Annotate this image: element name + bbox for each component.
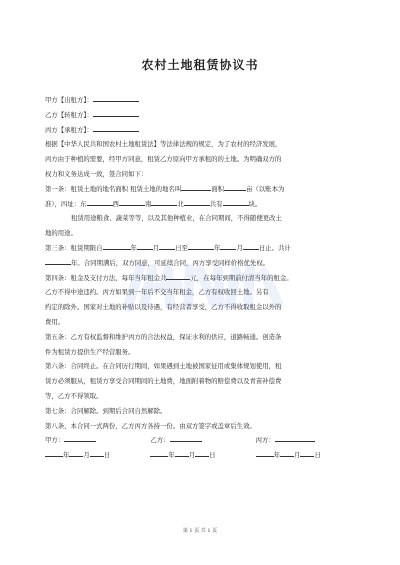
article-1-line [45, 197, 361, 212]
text: 租赁用途粮食、蔬菜等等，以及其他种植业，在合同期间，不得随便更改土 [71, 214, 282, 223]
signature-c [256, 433, 361, 448]
document-title: 农村土地租赁协议书 [141, 58, 259, 72]
blank [150, 449, 168, 457]
article-5-line: 第五条：乙方有权监督和维护丙方的合法权益，保证水利的供应，道路畅通。创造条 [45, 332, 282, 341]
blank [280, 449, 294, 457]
text: 准），四址：东 [45, 199, 87, 208]
article-6-line: 等，乙方不得领取。 [45, 391, 103, 400]
blank [243, 242, 259, 250]
text: 年 [130, 243, 137, 252]
text: 年。合同期满后，双方同意，可延续合同，丙方享受同样价格优先权。 [71, 258, 270, 267]
date-row [45, 448, 361, 463]
article-6-line: 第六条：合同终止。在合同历行期间，如果遇到土地被国家征用或集体规划使用，租 [45, 362, 282, 371]
text: 乙方： [150, 436, 170, 445]
blank [223, 198, 249, 206]
blank [103, 242, 131, 250]
text: 元，在每年到期前付清当年的租金。 [190, 273, 293, 282]
text: 日 [314, 451, 321, 460]
party-c-blank [93, 124, 139, 132]
text: 日止。共计 [258, 243, 291, 252]
text: 年 [214, 243, 221, 252]
article-2-line: 地的用途。 [45, 229, 77, 238]
text: 年 [273, 451, 281, 460]
text: 日 [209, 451, 216, 460]
blank [64, 434, 96, 442]
blank [175, 449, 189, 457]
blank [87, 198, 113, 206]
party-c-label: 丙方【承租方】： [45, 125, 93, 134]
party-b-label: 乙方【转租方】： [45, 110, 93, 119]
blank [275, 434, 315, 442]
text: 丙方： [255, 436, 275, 445]
text: 月 [188, 451, 196, 460]
article-5-line: 件为租赁方提供生产经营服务。 [45, 347, 135, 356]
intro-line: 权力和义务达成一致，签合同如下： [45, 169, 148, 178]
text: 日 [103, 451, 111, 460]
text: 日至 [175, 243, 189, 252]
party-b-line [45, 108, 361, 123]
blank [119, 198, 145, 206]
party-a-blank [93, 94, 139, 102]
text: 块。 [248, 199, 262, 208]
signature-b [150, 433, 255, 448]
intro-line: 根据【中华人民共和国农村土地租赁法】等法律法规的规定，为了农村的经济发展， [45, 140, 282, 149]
text: 月 [236, 243, 243, 252]
article-7-line: 第七条：合同解除。到期后合同自然解除。 [45, 406, 167, 415]
blank [184, 198, 210, 206]
party-a-line [45, 93, 361, 108]
blank [45, 449, 63, 457]
text: 年 [63, 451, 70, 460]
article-2-line [45, 211, 361, 226]
party-c-line [45, 123, 361, 138]
party-b-blank [93, 109, 139, 117]
article-4-line: 约定的除外。国家对土地的补贴以及待遇，有经营者享受，乙方不得收取租金以外的 [45, 303, 282, 312]
article-6-line: 赁方必须服从，租赁方享受合同期间的土地费，地面附着物的赔偿费以及青苗补偿费 [45, 377, 282, 386]
document-body [45, 93, 361, 463]
article-4-line: 乙方不得中途违约。丙方如果到一年后不交当年租金，乙方有权收回土地。另有 [45, 288, 269, 297]
text: 年 [168, 451, 175, 460]
blank [300, 449, 314, 457]
blank [151, 198, 177, 206]
article-4-line [45, 271, 361, 286]
text: 共有 [209, 199, 223, 208]
date-c [256, 448, 361, 463]
text: 第三条：租赁期限自 [45, 243, 103, 252]
text: 南 [144, 199, 152, 208]
blank [220, 242, 236, 250]
text: 亩（以账本为 [246, 184, 285, 193]
date-b [150, 448, 255, 463]
blank [195, 449, 209, 457]
blank [166, 272, 190, 280]
article-8-line: 第八条、本合同一式两份，乙方丙方各持一份。由双方签字或盖章后生效。 [45, 421, 256, 430]
article-3-line [45, 241, 361, 256]
article-4-line: 费用。 [45, 317, 65, 326]
text: 第一条：租赁土地的地名面积 租赁土地的地名叫 [45, 184, 182, 193]
blank [45, 257, 71, 265]
text: 月 [152, 243, 160, 252]
blank [170, 434, 202, 442]
intro-line: 丙方由于种植的需要，经甲方同意，租赁乙方原向甲方承租的的土地。为明确双方的 [45, 155, 282, 164]
blank [159, 242, 175, 250]
blank [224, 183, 246, 191]
blank [90, 449, 104, 457]
party-a-label: 甲方【出租方】： [45, 96, 93, 104]
article-3-line [45, 256, 361, 271]
text: 西 [112, 199, 119, 208]
blank [181, 183, 211, 191]
blank [69, 449, 83, 457]
signature-row [45, 433, 361, 448]
text: 面积 [211, 184, 225, 193]
page-footer: 第 1 页 共 1 页 [182, 528, 218, 534]
article-1-line [45, 182, 361, 197]
blank [256, 449, 274, 457]
text: 月 [83, 451, 90, 460]
text: 月 [294, 451, 301, 460]
signature-a [45, 433, 150, 448]
text: 甲方： [45, 436, 65, 445]
text: 第四条：租金及支付方法，每年当年租金共 [45, 273, 167, 282]
text: 北 [177, 199, 184, 208]
blank [188, 242, 214, 250]
date-a [45, 448, 150, 463]
blank [137, 242, 153, 250]
